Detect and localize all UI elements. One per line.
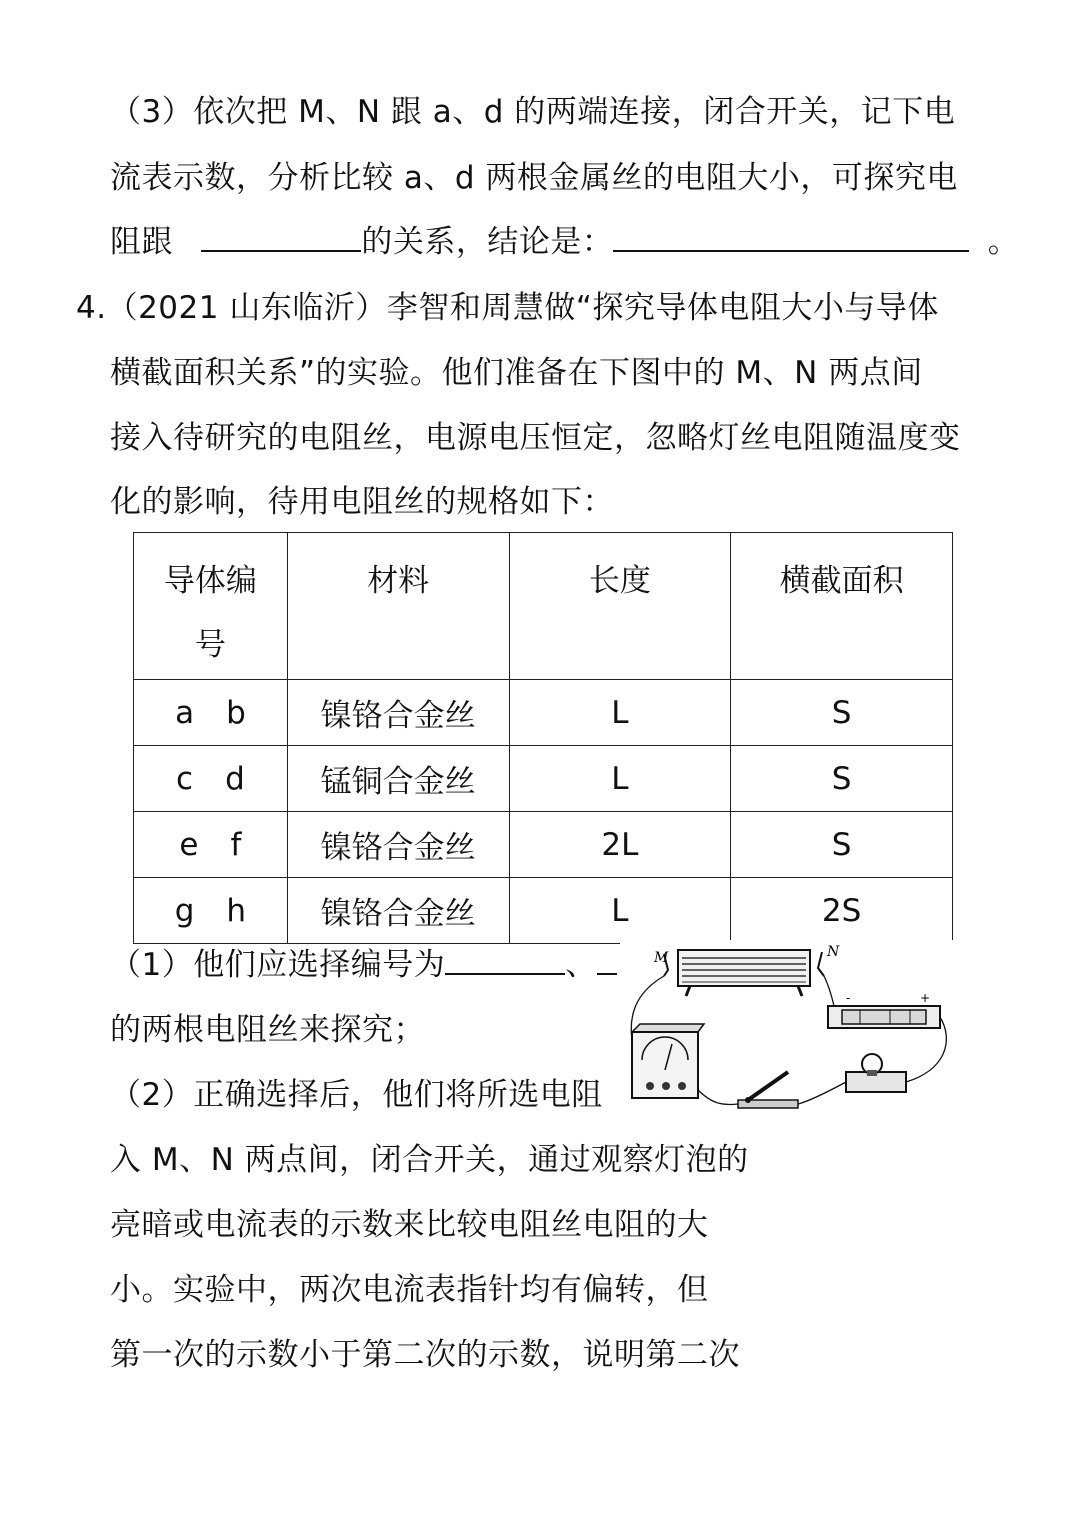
cell-material: 镍铬合金丝 xyxy=(287,812,509,878)
cell-length: L xyxy=(509,878,731,944)
cell-id: e f xyxy=(134,812,288,878)
sub2-line-5: 第一次的示数小于第二次的示数，说明第二次 xyxy=(110,1337,740,1373)
q4-line-4: 化的影响，待用电阻丝的规格如下： xyxy=(110,484,614,520)
sub2-line-4: 小。实验中，两次电流表指针均有偏转，但 xyxy=(110,1272,709,1308)
battery-plus-label: + xyxy=(920,991,931,1005)
sub1-line-1 xyxy=(110,945,617,985)
label-n: N xyxy=(827,944,840,960)
cell-area: S xyxy=(731,746,953,812)
cell-material: 镍铬合金丝 xyxy=(287,680,509,746)
ammeter xyxy=(632,1024,704,1098)
q3-line-3-text-a: 阻跟 xyxy=(110,224,173,260)
label-m: M xyxy=(654,950,669,966)
sub2-line-1: （2）正确选择后，他们将所选电阻 xyxy=(110,1077,603,1113)
cell-area: S xyxy=(731,812,953,878)
cell-length: L xyxy=(509,746,731,812)
answer-blank-conclusion[interactable] xyxy=(613,222,969,252)
sub1-text-a: （1）他们应选择编号为 xyxy=(110,947,446,983)
q3-line-3 xyxy=(110,222,1019,262)
cell-material: 镍铬合金丝 xyxy=(287,878,509,944)
sub2-line-3: 亮暗或电流表的示数来比较电阻丝电阻的大 xyxy=(110,1207,709,1243)
table-row xyxy=(134,812,953,878)
table-row xyxy=(134,746,953,812)
battery-minus-label: - xyxy=(846,991,851,1005)
header-material: 材料 xyxy=(287,533,509,680)
cell-id: g h xyxy=(134,878,288,944)
cell-area: 2S xyxy=(731,878,953,944)
q4-line-2: 横截面积关系”的实验。他们准备在下图中的 M、N 两点间 xyxy=(110,355,923,391)
answer-blank-wire-2[interactable] xyxy=(597,945,617,975)
table-row xyxy=(134,878,953,944)
cell-id: a b xyxy=(134,680,288,746)
q3-line-3-text-c: 。 xyxy=(987,224,1020,260)
q3-line-1: （3）依次把 M、N 跟 a、d 的两端连接，闭合开关，记下电 xyxy=(110,94,956,130)
header-area: 横截面积 xyxy=(731,533,953,680)
wire-spec-table xyxy=(133,532,953,944)
sub1-text-b: 、 xyxy=(565,947,597,983)
table-header-row xyxy=(134,533,953,680)
q4-line-3: 接入待研究的电阻丝，电源电压恒定，忽略灯丝电阻随温度变 xyxy=(110,420,961,456)
q3-line-3-text-b: 的关系，结论是： xyxy=(361,224,614,260)
cell-id: c d xyxy=(134,746,288,812)
sub1-line-2: 的两根电阻丝来探究； xyxy=(110,1012,425,1048)
cell-length: 2L xyxy=(509,812,731,878)
answer-blank-wire-1[interactable] xyxy=(445,945,565,975)
table-row xyxy=(134,680,953,746)
cell-length: L xyxy=(509,680,731,746)
q3-line-2: 流表示数，分析比较 a、d 两根金属丝的电阻大小，可探究电 xyxy=(110,160,958,196)
cell-material: 锰铜合金丝 xyxy=(287,746,509,812)
sub2-line-2: 入 M、N 两点间，闭合开关，通过观察灯泡的 xyxy=(110,1142,749,1178)
header-length: 长度 xyxy=(509,533,731,680)
header-id: 导体编 号 xyxy=(134,533,288,680)
answer-blank-relation[interactable] xyxy=(201,222,361,252)
circuit-diagram xyxy=(620,940,960,1120)
cell-area: S xyxy=(731,680,953,746)
q4-line-1: 4.（2021 山东临沂）李智和周慧做“探究导体电阻大小与导体 xyxy=(76,290,939,326)
